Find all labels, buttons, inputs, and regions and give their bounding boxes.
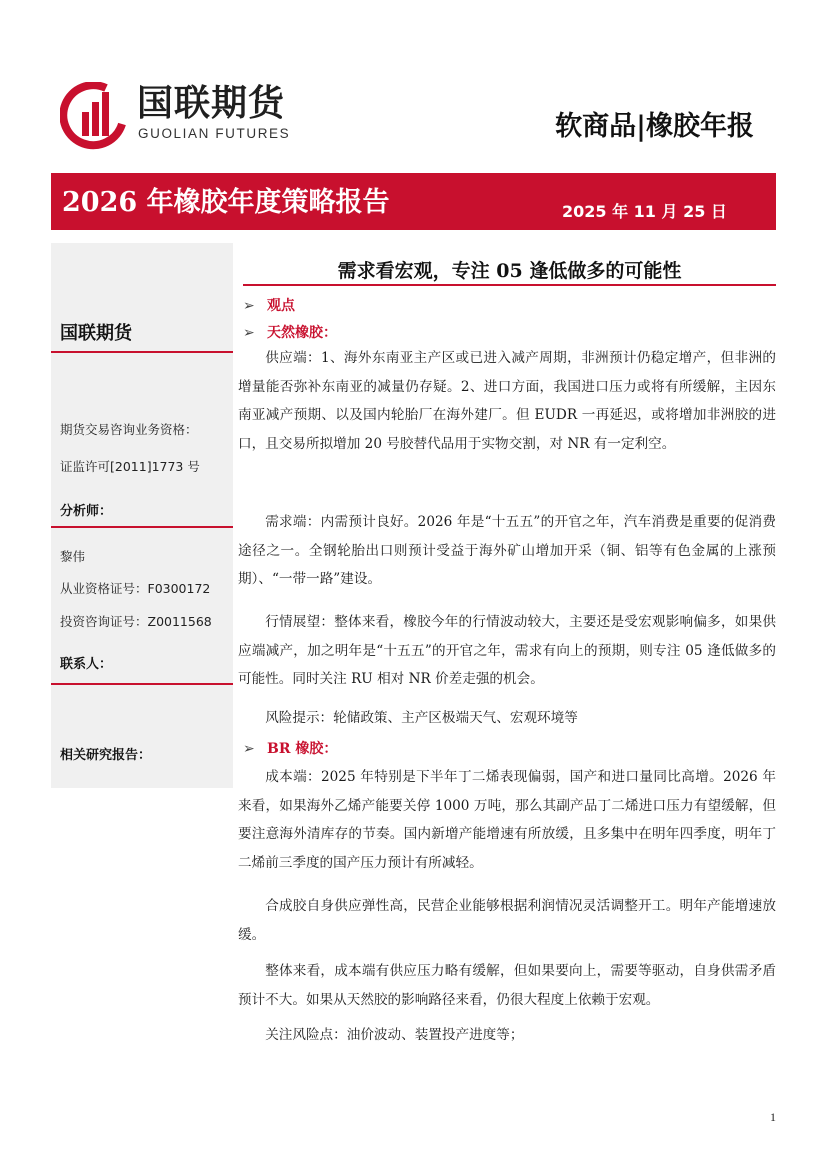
paragraph-risk: 风险提示：轮储政策、主产区极端天气、宏观环境等 [265, 710, 578, 726]
page-number: 1 [770, 1110, 776, 1124]
logo-chinese-name: 国联期货 [137, 83, 286, 124]
bullet-view [243, 295, 295, 315]
consult-cert: 投资咨询证号：Z0011568 [60, 614, 212, 629]
paragraph-demand: 需求端：内需预计良好。2026 年是“十五五”的开官之年，汽车消费是重要的促消费途径之一。全钢轮胎出口则预计受益于海外矿山增加开采（铜、铝等有色金属的上涨预期）、“一带一路”建设。 [238, 514, 776, 588]
practice-cert: 从业资格证号：F0300172 [60, 581, 211, 596]
related-reports-heading: 相关研究报告： [60, 748, 152, 763]
bullet-br-rubber [243, 738, 337, 758]
bullet-label: 观点 [267, 298, 295, 314]
logo-english-name: GUOLIAN FUTURES [138, 126, 291, 141]
qualification-value: 证监许可[2011]1773 号 [60, 459, 200, 474]
report-type: 软商品|橡胶年报 [555, 111, 754, 142]
paragraph-risk-points: 关注风险点：油价波动、装置投产进度等； [265, 1027, 524, 1043]
bullet-natural-rubber [243, 322, 337, 342]
paragraph-overall: 整体来看，成本端有供应压力略有缓解，但如果要向上，需要等驱动，自身供需矛盾预计不大。如果从天然胶的影响路径来看，仍很大程度上依赖于宏观。 [238, 963, 776, 1008]
divider [51, 351, 233, 353]
report-date: 2025 年 11 月 25 日 [562, 202, 727, 221]
contact-heading: 联系人： [60, 657, 113, 672]
qualification-label: 期货交易咨询业务资格： [60, 422, 198, 437]
sidebar-company: 国联期货 [60, 323, 132, 344]
divider [51, 526, 233, 528]
divider [51, 683, 233, 685]
paragraph-supply: 供应端：1、海外东南亚主产区或已进入减产周期，非洲预计仍稳定增产，但非洲的增量能否弥补东南亚的减量仍存疑。2、进口方面，我国进口压力或将有所缓解，主因东南亚减产预期、以及国内轮胎厂在海外建厂。但 EUDR 一再延迟，或将增加非洲胶的进口，且交易所拟增加 20 号胶替代品用于实物交割，对 NR 有一定利空。 [238, 350, 776, 452]
report-title: 2026 年橡胶年度策略报告 [62, 187, 390, 218]
arrow-bullet-icon: ➢ [243, 741, 255, 757]
bullet-label: BR 橡胶： [267, 741, 338, 757]
bullet-label: 天然橡胶： [267, 325, 337, 341]
analyst-heading: 分析师： [60, 504, 113, 519]
report-subtitle: 需求看宏观，专注 05 逢低做多的可能性 [337, 260, 682, 282]
paragraph-outlook: 行情展望：整体来看，橡胶今年的行情波动较大，主要还是受宏观影响偏多，如果供应端减产，加之明年是“十五五”的开官之年，需求有向上的预期，则专注 05 逢低做多的可能性。同时关注 RU 相对 NR 价差走强的机会。 [238, 614, 776, 688]
analyst-name: 黎伟 [60, 549, 86, 564]
subtitle-underline [243, 284, 776, 286]
arrow-bullet-icon: ➢ [243, 325, 255, 341]
paragraph-cost: 成本端：2025 年特别是下半年丁二烯表现偏弱，国产和进口量同比高增。2026 年来看，如果海外乙烯产能要关停 1000 万吨，那么其副产品丁二烯进口压力有望缓解，但要注意海外清库存的节奏。国内新增产能增速有所放缓，且多集中在明年四季度，明年丁二烯前三季度的国产压力预计有所减轻。 [238, 769, 776, 871]
arrow-bullet-icon: ➢ [243, 298, 255, 314]
guolian-logo-icon [60, 82, 128, 150]
paragraph-synthetic: 合成胶自身供应弹性高，民营企业能够根据利润情况灵活调整开工。明年产能增速放缓。 [238, 898, 776, 943]
